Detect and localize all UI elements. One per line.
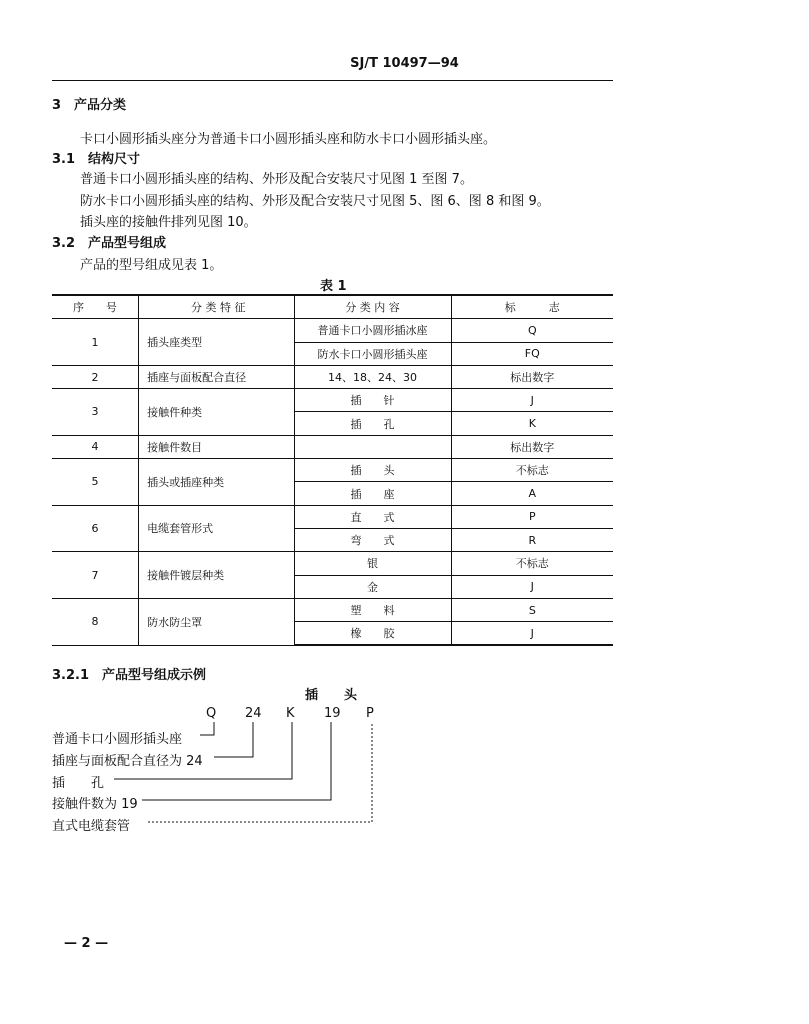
- header-cell: 标 志: [451, 295, 613, 319]
- header-cell: 分 类 特 征: [139, 295, 294, 319]
- row-number: 6: [52, 505, 139, 552]
- callout-line-contact-type: [114, 722, 292, 779]
- row-mark: 不标志: [451, 459, 613, 482]
- callout-line-sleeve: [148, 722, 372, 822]
- row-content: 14、18、24、30: [294, 365, 451, 388]
- row-content: 普通卡口小圆形插冰座: [294, 319, 451, 342]
- document-code: SJ/T 10497—94: [350, 56, 459, 71]
- row-feature: 电缆套管形式: [139, 505, 294, 552]
- callout-line-contact-count: [142, 722, 331, 800]
- row-content: 防水卡口小圆形插头座: [294, 342, 451, 365]
- row-content: 银: [294, 552, 451, 575]
- row-mark: 标出数字: [451, 365, 613, 388]
- row-content: 橡 胶: [294, 622, 451, 646]
- model-label: 直式电缆套管: [52, 819, 131, 834]
- row-mark: S: [451, 598, 613, 621]
- section-3-intro: 卡口小圆形插头座分为普通卡口小圆形插头座和防水卡口小圆形插头座。: [80, 132, 497, 147]
- example-title: 插 头: [305, 688, 358, 703]
- row-content: 塑 料: [294, 598, 451, 621]
- row-feature: 接触件镀层种类: [139, 552, 294, 599]
- model-label: 插座与面板配合直径为 24: [52, 754, 203, 769]
- row-mark: 标出数字: [451, 435, 613, 458]
- page-number: — 2 —: [64, 936, 109, 951]
- row-feature: 防水防尘罩: [139, 598, 294, 645]
- row-content: 弯 式: [294, 528, 451, 551]
- row-content: 插 孔: [294, 412, 451, 435]
- row-content: 金: [294, 575, 451, 598]
- model-label: 插 孔: [52, 776, 105, 791]
- row-number: 8: [52, 598, 139, 645]
- row-mark: 不标志: [451, 552, 613, 575]
- row-mark: P: [451, 505, 613, 528]
- model-label: 接触件数为 19: [52, 797, 138, 812]
- row-number: 7: [52, 552, 139, 599]
- section-3-2-title: 3.2 产品型号组成: [52, 236, 167, 251]
- section-3-1-line: 防水卡口小圆形插头座的结构、外形及配合安装尺寸见图 5、图 6、图 8 和图 9。: [80, 194, 550, 209]
- header-cell: 序 号: [52, 295, 139, 319]
- model-code-q: Q: [206, 706, 217, 721]
- row-mark: K: [451, 412, 613, 435]
- row-number: 4: [52, 435, 139, 458]
- model-code-diameter: 24: [245, 706, 262, 721]
- model-code-contact-type: K: [286, 706, 295, 721]
- model-label: 普通卡口小圆形插头座: [52, 732, 183, 747]
- row-content: 插 头: [294, 459, 451, 482]
- row-mark: R: [451, 528, 613, 551]
- header-cell: 分 类 内 容: [294, 295, 451, 319]
- section-3-2-1-title: 3.2.1 产品型号组成示例: [52, 668, 207, 683]
- row-feature: 插头座类型: [139, 319, 294, 366]
- row-feature: 接触件种类: [139, 389, 294, 436]
- row-mark: J: [451, 575, 613, 598]
- callout-line-q: [200, 722, 214, 735]
- row-feature: 插座与面板配合直径: [139, 365, 294, 388]
- row-mark: J: [451, 622, 613, 646]
- row-number: 1: [52, 319, 139, 366]
- model-code-contact-count: 19: [324, 706, 341, 721]
- row-mark: A: [451, 482, 613, 505]
- section-3-title: 3 产品分类: [52, 98, 127, 113]
- table-caption: 表 1: [320, 279, 347, 294]
- row-number: 2: [52, 365, 139, 388]
- section-3-1-line: 普通卡口小圆形插头座的结构、外形及配合安装尺寸见图 1 至图 7。: [80, 172, 473, 187]
- row-mark: J: [451, 389, 613, 412]
- row-number: 5: [52, 459, 139, 506]
- row-content: 插 针: [294, 389, 451, 412]
- row-mark: Q: [451, 319, 613, 342]
- model-code-sleeve: P: [366, 706, 374, 721]
- row-feature: 接触件数目: [139, 435, 294, 458]
- row-content: 插 座: [294, 482, 451, 505]
- row-mark: FQ: [451, 342, 613, 365]
- row-feature: 插头或插座种类: [139, 459, 294, 506]
- row-number: 3: [52, 389, 139, 436]
- section-3-1-line: 插头座的接触件排列见图 10。: [80, 215, 257, 230]
- row-content: 直 式: [294, 505, 451, 528]
- callout-line-diameter: [214, 722, 253, 757]
- section-3-2-intro: 产品的型号组成见表 1。: [80, 258, 223, 273]
- section-3-1-title: 3.1 结构尺寸: [52, 152, 141, 167]
